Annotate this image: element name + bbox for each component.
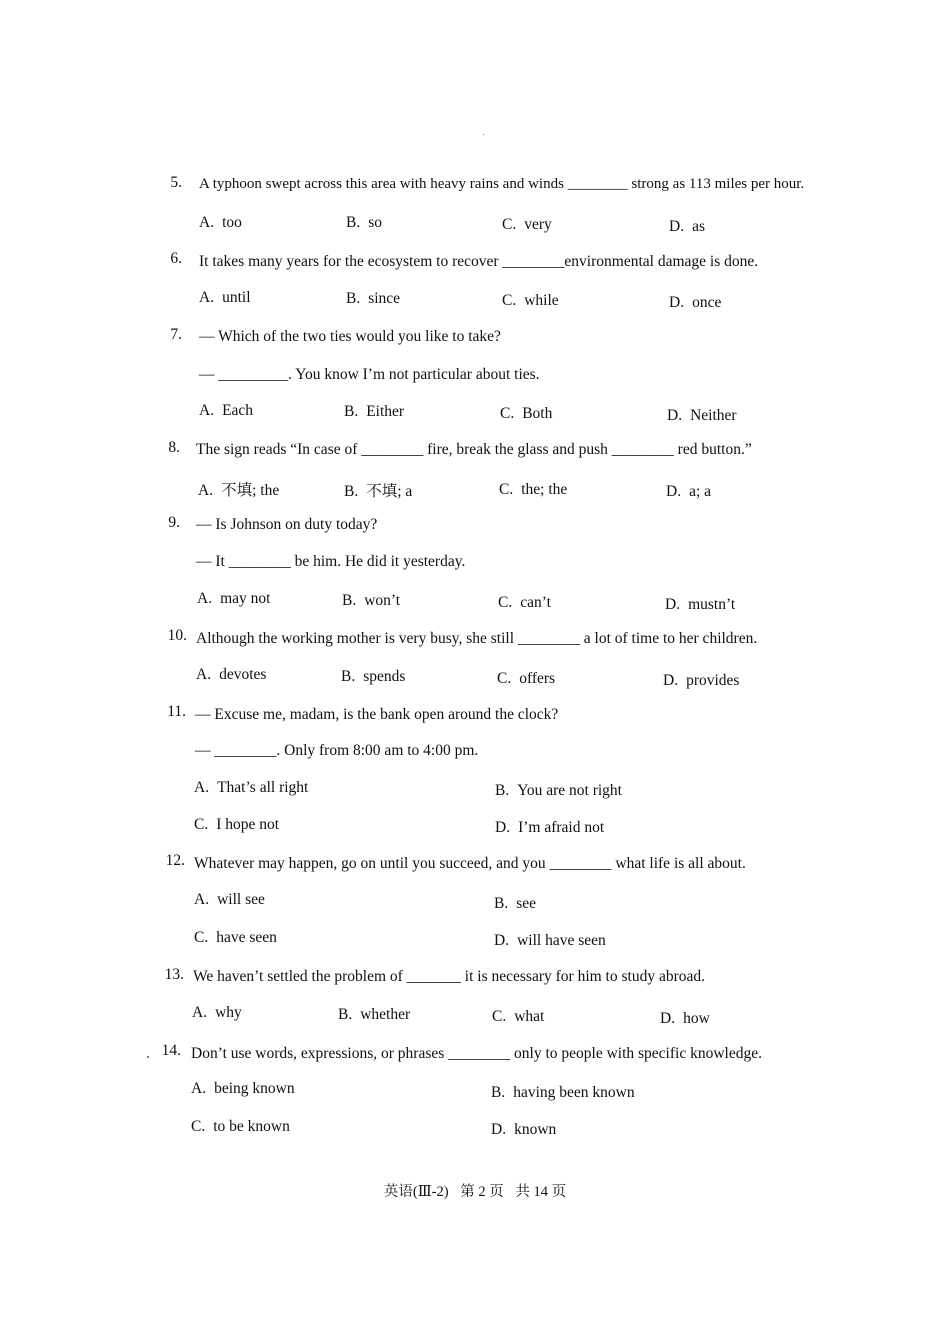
option-d	[665, 596, 735, 614]
question-stem: Although the working mother is very busy, she still ________ a lot of time to her children.	[196, 630, 758, 647]
option-c	[492, 1008, 544, 1026]
option-letter: D.	[494, 932, 510, 949]
option-c	[498, 594, 551, 612]
option-letter: B.	[491, 1084, 506, 1101]
option-a	[194, 891, 265, 909]
option-text: offers	[519, 670, 556, 687]
option-letter: D.	[491, 1121, 507, 1138]
option-letter: D.	[667, 407, 683, 424]
question-stem: — Is Johnson on duty today?	[196, 516, 378, 533]
footer-page-number: 第 2 页	[460, 1184, 504, 1200]
option-text: I’m afraid not	[518, 819, 605, 836]
option-letter: D.	[663, 672, 679, 689]
option-letter: C.	[498, 594, 513, 611]
option-text: won’t	[364, 592, 401, 609]
option-text: while	[524, 292, 559, 309]
page-footer	[0, 1180, 950, 1201]
footer-subject: 英语(Ⅲ-2)	[383, 1184, 449, 1200]
option-c	[194, 816, 279, 834]
question-stem: It takes many years for the ecosystem to recover ________environmental damage is done.	[199, 253, 759, 270]
option-letter: D.	[666, 483, 682, 500]
option-c	[499, 481, 567, 499]
question-stem: Whatever may happen, go on until you succeed, and you ________ what life is all about.	[194, 855, 746, 872]
option-letter: D.	[669, 294, 685, 311]
option-letter: D.	[495, 819, 511, 836]
option-letter: A.	[194, 891, 210, 908]
option-c	[502, 292, 559, 310]
question-number: 13.	[164, 966, 184, 983]
option-letter: C.	[499, 481, 514, 498]
option-text: very	[524, 216, 552, 233]
option-letter: B.	[344, 403, 359, 420]
question-number: 7.	[170, 326, 182, 343]
option-letter: B.	[495, 782, 510, 799]
question-stem: — Which of the two ties would you like to take?	[199, 328, 501, 345]
option-letter: A.	[194, 779, 210, 796]
option-d	[663, 672, 739, 690]
option-d	[660, 1010, 710, 1028]
option-letter: A.	[192, 1004, 208, 1021]
question-number: 10.	[167, 627, 187, 644]
option-text: see	[516, 895, 537, 912]
option-c	[194, 929, 277, 947]
option-letter: B.	[494, 895, 509, 912]
option-d	[669, 218, 705, 236]
option-text: why	[215, 1004, 242, 1021]
footer-total-pages: 共 14 页	[515, 1184, 567, 1200]
option-letter: C.	[500, 405, 515, 422]
option-letter: C.	[191, 1118, 206, 1135]
option-text: having been known	[513, 1084, 635, 1101]
option-a	[192, 1004, 242, 1022]
option-a	[199, 214, 242, 232]
question-number: 8.	[168, 439, 180, 456]
option-a	[199, 289, 251, 307]
option-letter: A.	[197, 590, 213, 607]
option-text: known	[514, 1121, 557, 1138]
option-text: as	[692, 218, 705, 235]
option-a	[196, 666, 266, 684]
option-a	[194, 779, 308, 797]
question-number: 12.	[165, 852, 185, 869]
question-number: 9.	[168, 514, 180, 531]
option-text: will see	[217, 891, 265, 908]
option-letter: D.	[665, 596, 681, 613]
question-stem: The sign reads “In case of ________ fire, break the glass and push ________ red button.”	[196, 441, 752, 458]
option-text: Each	[222, 402, 254, 419]
option-letter: A.	[199, 214, 215, 231]
option-text: so	[368, 214, 383, 231]
option-text: a; a	[689, 483, 712, 500]
option-text: spends	[363, 668, 406, 685]
option-b	[491, 1084, 635, 1102]
option-text: whether	[360, 1006, 411, 1023]
option-b	[346, 214, 382, 232]
option-text: I hope not	[216, 816, 280, 833]
option-text: what	[514, 1008, 545, 1025]
option-d	[669, 294, 721, 312]
option-b	[346, 290, 400, 308]
option-letter: A.	[198, 482, 214, 499]
option-text: the; the	[521, 481, 568, 498]
option-c	[500, 405, 552, 423]
option-letter: A.	[196, 666, 212, 683]
option-letter: C.	[194, 929, 209, 946]
option-c	[191, 1118, 290, 1136]
option-letter: B.	[346, 290, 361, 307]
option-letter: B.	[338, 1006, 353, 1023]
option-letter: A.	[199, 289, 215, 306]
option-letter: C.	[502, 216, 517, 233]
question-response: — _________. You know I’m not particular about ties.	[199, 366, 540, 383]
option-a	[191, 1080, 295, 1098]
option-b	[338, 1006, 410, 1024]
option-text: devotes	[219, 666, 267, 683]
question-number: 14.	[161, 1042, 181, 1059]
question-stem: Don’t use words, expressions, or phrases ________ only to people with specific knowledge.	[191, 1045, 762, 1062]
option-letter: B.	[342, 592, 357, 609]
option-text: Neither	[690, 407, 737, 424]
option-a	[198, 478, 279, 500]
option-text: may not	[220, 590, 271, 607]
option-c	[502, 216, 552, 234]
option-b	[344, 479, 412, 501]
option-letter: C.	[497, 670, 512, 687]
question-stem: — Excuse me, madam, is the bank open around the clock?	[195, 706, 559, 723]
option-text: have seen	[216, 929, 277, 946]
option-text: provides	[686, 672, 740, 689]
option-text: That’s all right	[217, 779, 309, 796]
option-b	[341, 668, 405, 686]
option-b	[494, 895, 536, 913]
option-text: until	[222, 289, 251, 306]
option-text: will have seen	[517, 932, 606, 949]
question-response: — ________. Only from 8:00 am to 4:00 pm.	[195, 742, 479, 759]
option-text: 不填; a	[366, 483, 413, 500]
question-number: 11.	[167, 703, 186, 720]
question-stem: A typhoon swept across this area with heavy rains and winds ________ strong as 113 miles per hour.	[199, 176, 805, 192]
scan-speck	[147, 1056, 149, 1058]
option-d	[491, 1121, 556, 1139]
option-text: Either	[366, 403, 405, 420]
option-letter: B.	[344, 483, 359, 500]
option-text: how	[683, 1010, 710, 1027]
option-text: mustn’t	[688, 596, 736, 613]
scan-speck	[483, 134, 484, 135]
option-c	[497, 670, 555, 688]
option-text: 不填; the	[221, 482, 280, 499]
option-text: Both	[522, 405, 553, 422]
option-b	[344, 403, 404, 421]
option-letter: A.	[199, 402, 215, 419]
option-d	[666, 483, 711, 501]
question-stem: We haven’t settled the problem of _______ it is necessary for him to study abroad.	[193, 968, 705, 985]
option-text: since	[368, 290, 401, 307]
option-letter: D.	[660, 1010, 676, 1027]
option-text: being known	[214, 1080, 295, 1097]
question-response: — It ________ be him. He did it yesterday.	[196, 553, 466, 570]
option-d	[667, 407, 737, 425]
option-text: You are not right	[517, 782, 622, 799]
option-text: too	[222, 214, 242, 231]
option-a	[199, 402, 253, 420]
option-letter: A.	[191, 1080, 207, 1097]
option-text: can’t	[520, 594, 551, 611]
option-letter: B.	[346, 214, 361, 231]
option-text: to be known	[213, 1118, 290, 1135]
option-letter: C.	[194, 816, 209, 833]
option-a	[197, 590, 270, 608]
question-number: 6.	[170, 250, 182, 267]
option-d	[495, 819, 604, 837]
option-d	[494, 932, 606, 950]
option-text: once	[692, 294, 722, 311]
option-letter: D.	[669, 218, 685, 235]
option-b	[495, 782, 622, 800]
option-b	[342, 592, 400, 610]
option-letter: C.	[502, 292, 517, 309]
option-letter: B.	[341, 668, 356, 685]
question-number: 5.	[170, 174, 182, 191]
option-letter: C.	[492, 1008, 507, 1025]
